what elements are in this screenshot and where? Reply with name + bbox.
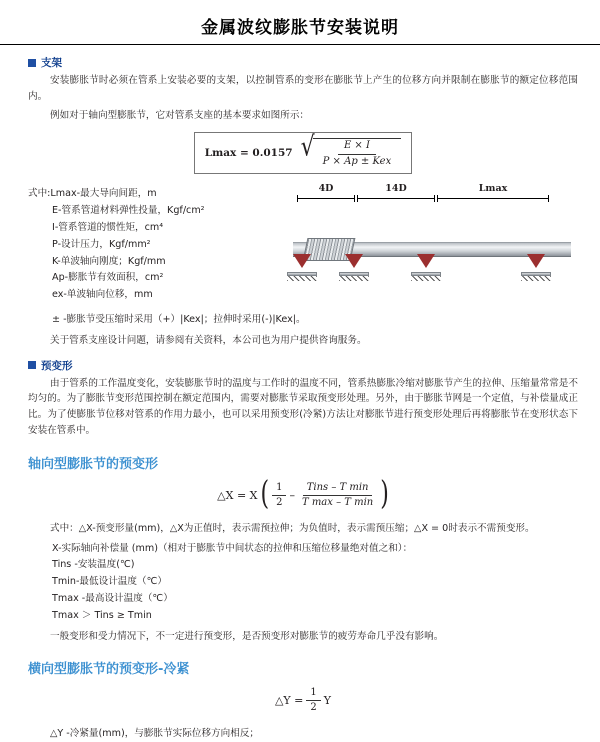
list-item: ex-单波轴向位移，mm bbox=[52, 289, 153, 301]
square-bullet-icon bbox=[28, 59, 36, 67]
lmax-formula-box bbox=[194, 132, 412, 174]
lmax-denominator: P × Ap ± Kex bbox=[322, 155, 392, 167]
pipe-support-guide-1 bbox=[339, 254, 369, 278]
lmax-fraction bbox=[317, 140, 398, 168]
diagram-dimensions: 4D 14D Lmax bbox=[291, 196, 573, 212]
lmax-numerator: E × I bbox=[338, 140, 376, 155]
support-paragraph-2: 例如对于轴向型膨胀节，它对管系支座的基本要求如图所示： bbox=[50, 109, 310, 121]
support-paragraph-1: 安装膨胀节时必须在管系上安装必要的支架，以控制管系的变形在膨胀节上产生的位移方向并限制在膨胀节的额定位移范围内。 bbox=[28, 75, 578, 102]
section-heading-support-label: 支架 bbox=[41, 57, 62, 69]
list-item: I-管系管道的惯性矩，cm⁴ bbox=[52, 222, 164, 234]
axial-formula-lhs: △X = X bbox=[217, 488, 258, 502]
support-note: 关于管系支座设计问题，请参阅有关资料，本公司也为用户提供咨询服务。 bbox=[50, 334, 367, 346]
triangle-support-icon bbox=[345, 254, 363, 268]
square-bullet-icon bbox=[28, 361, 36, 369]
lmax-formula-lhs: Lmax = 0.0157 bbox=[204, 147, 293, 160]
axial-paragraph-1: 式中：△X-预变形量(mm)，△X为正值时，表示需预拉伸；为负值时，表示需预压缩；△X = 0时表示不需预变形。 bbox=[50, 522, 535, 534]
list-item: P-设计压力，Kgf/mm² bbox=[52, 238, 151, 250]
pipe-support-anchor bbox=[287, 254, 317, 278]
support-legend-list bbox=[28, 182, 283, 307]
list-item: X-实际轴向补偿量 (mm)（相对于膨胀节中间状态的拉伸和压缩位移量绝对值之和）： bbox=[52, 542, 413, 554]
pipe-assembly bbox=[283, 216, 573, 294]
list-item: Tmax -最高设计温度（℃） bbox=[52, 593, 173, 605]
axial-paragraph-2: 一般变形和受力情况下，不一定进行预变形，是否预变形对膨胀节的疲劳寿命几乎没有影响。 bbox=[50, 630, 444, 642]
list-item: E-管系管道材料弹性投量，Kgf/cm² bbox=[52, 205, 205, 217]
list-item: K-单波轴向刚度；Kgf/mm bbox=[52, 255, 166, 267]
predeform-paragraph-1: 由于管系的工作温度变化，安装膨胀节时的温度与工作时的温度不同，管系热膨胀冷缩对膨胀节产生的拉伸、压缩量常常是不均匀的。为了膨胀节变形范围控制在额定范围内，需要对膨胀节采取预变形处理。另外，由于膨胀节网是一个定值，与补偿量成正比。为了使膨胀节位移对管系的作用力最小，也可以采用预变形(冷紧)方法让对膨胀节进行预变形处理后再将膨胀节在变形状态下安装在管系中。 bbox=[28, 377, 578, 437]
subsection-heading-lateral: 横向型膨胀节的预变形-冷紧 bbox=[28, 662, 190, 678]
left-paren-icon: ( bbox=[260, 476, 270, 514]
triangle-support-icon bbox=[293, 254, 311, 268]
list-item: Tins -安装温度(℃) bbox=[52, 559, 135, 571]
section-heading-support bbox=[28, 55, 578, 70]
subsection-heading-axial: 轴向型膨胀节的预变形 bbox=[28, 456, 159, 472]
document-body bbox=[0, 55, 600, 742]
square-root-icon: √ $\frac{E \times I}{\text{P × Ap ± Kex}}$ bbox=[301, 138, 402, 168]
lmax-formula bbox=[28, 132, 578, 174]
list-item: Tmax ＞ Tins ≥ Tmin bbox=[52, 609, 152, 621]
lateral-formula-rhs: Y bbox=[323, 694, 332, 708]
pipe-support-guide-3 bbox=[521, 254, 551, 278]
lateral-formula-lhs: △Y = bbox=[274, 694, 304, 708]
list-item: ± -膨胀节受压缩时采用（+）|Kex|；拉伸时采用(-)|Kex|。 bbox=[52, 313, 306, 325]
axial-temperature-fraction: $\frac{\text{Tins – T min}}{\text{T max – T min}}$ bbox=[301, 481, 374, 508]
axial-minus-sign: – bbox=[289, 488, 295, 502]
lateral-coefficient: $\frac{1}{2}$ bbox=[306, 687, 320, 714]
axial-formula bbox=[28, 476, 578, 514]
list-item: 式中:Lmax-最大导向间距，m bbox=[28, 188, 157, 200]
list-item: Ap-膨胀节有效面积，cm² bbox=[52, 272, 164, 284]
page-title: 金属波纹膨胀节安装说明 bbox=[201, 18, 399, 38]
triangle-support-icon bbox=[417, 254, 435, 268]
triangle-support-icon bbox=[527, 254, 545, 268]
list-item: Tmin-最低设计温度（℃） bbox=[52, 576, 167, 588]
pipe-support-diagram bbox=[283, 183, 573, 306]
lateral-formula bbox=[28, 687, 578, 714]
pipe-diagram-container bbox=[283, 182, 578, 306]
pipe-support-guide-2 bbox=[411, 254, 441, 278]
lateral-paragraph-1: △Y -冷紧量(mm)，与膨胀节实际位移方向相反； bbox=[50, 728, 260, 740]
axial-coefficient: $\frac{1}{2}$ bbox=[272, 482, 286, 509]
support-legend-note bbox=[28, 312, 578, 329]
title-divider bbox=[0, 44, 600, 45]
section-heading-predeform bbox=[28, 358, 578, 373]
legend-and-diagram bbox=[28, 182, 578, 307]
axial-legend-list bbox=[28, 541, 578, 625]
right-paren-icon: ) bbox=[380, 476, 389, 514]
section-heading-predeform-label: 预变形 bbox=[41, 359, 73, 372]
